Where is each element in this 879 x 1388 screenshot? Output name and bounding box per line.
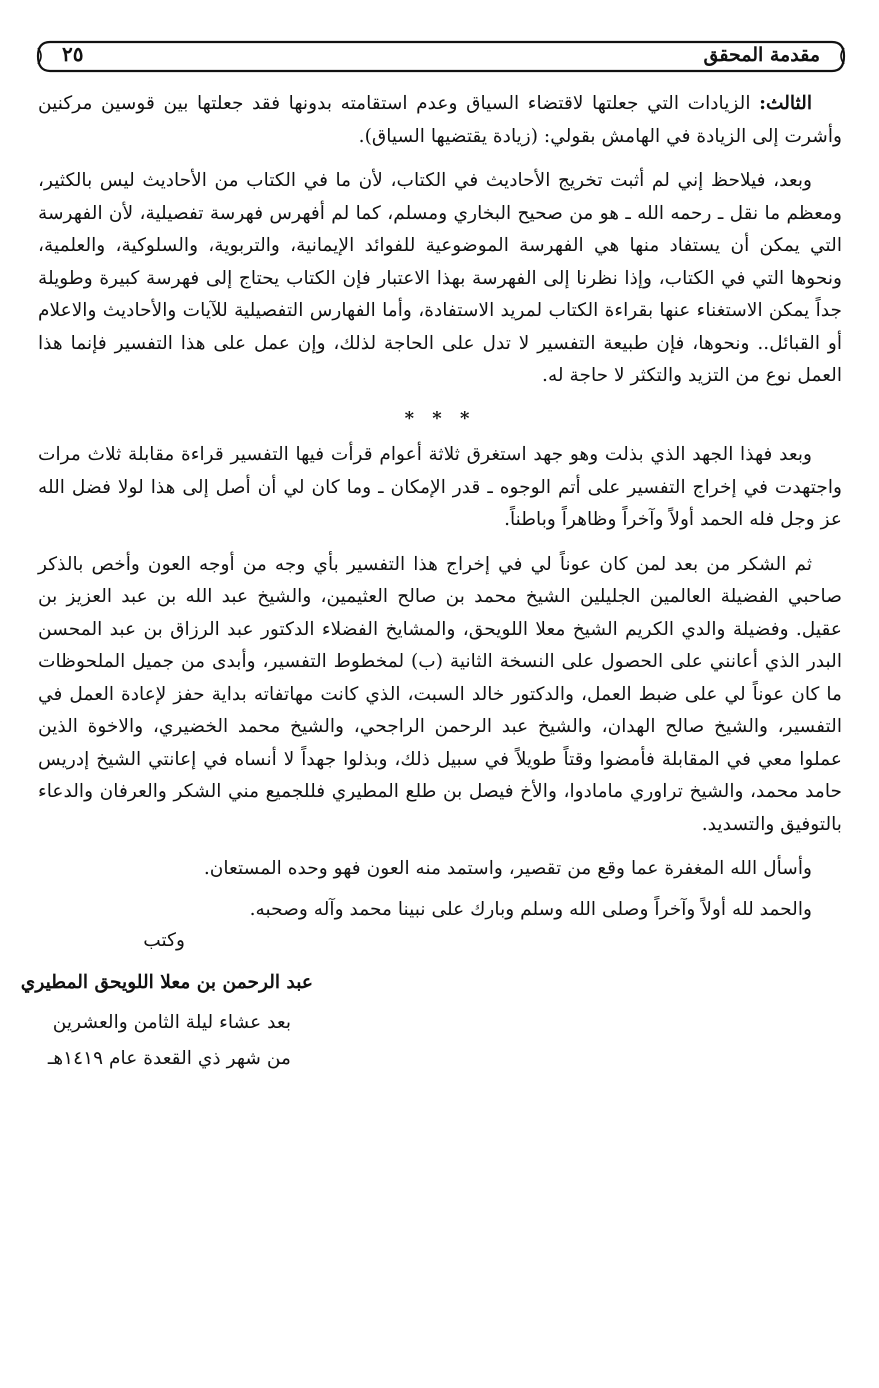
signature-wrote: وكتب	[143, 930, 185, 951]
third-point-label: الثالث:	[759, 93, 812, 114]
running-title: مقدمة المحقق	[703, 44, 820, 66]
paragraph-indexing	[38, 165, 842, 393]
section-separator: * * *	[404, 407, 476, 429]
closing-lines	[38, 853, 842, 926]
closing-line-praise: والحمد لله أولاً وآخراً وصلى الله وسلم وبارك على نبينا محمد وآله وصحبه.	[249, 898, 812, 920]
signature-date-line-1: بعد عشاء ليلة الثامن والعشرين	[52, 1012, 291, 1033]
signature-date-line-2: من شهر ذي القعدة عام ١٤١٩هـ	[47, 1048, 291, 1069]
paragraph-effort	[38, 439, 842, 537]
page-number: ٢٥	[62, 42, 84, 66]
paragraph-third-point	[38, 88, 842, 153]
signature-name: عبد الرحمن بن معلا اللويحق المطيري	[20, 972, 313, 993]
thanks-text: ثم الشكر من بعد لمن كان عوناً لي في إخراج هذا التفسير بأي وجه من أوجه العون وأخص بالذكر صاحبي الفضيلة العالمين الجليلين الشيخ محمد بن صالح العثيمين، والشيخ عبد الله بن عبد العزيز بن عقيل. وفضيلة والدي الكريم الشيخ معلا اللويحق، والمشايخ الفضلاء الدكتور عبد الرزاق بن عبد المحسن البدر الذي أعانني على الحصول على النسخة الثانية (ب) لمخطوط التفسير، وأبدى من جميل الملحوظات ما كان عوناً لي على ضبط العمل، والدكتور خالد السبت، الذي كانت مهاتفاته بداية حفز لإعادة العمل في التفسير، والشيخ صالح الهدان، والشيخ عبد الرحمن الراجحي، والشيخ محمد الخضيري، والاخوة الذين عملوا معي في المقابلة فأمضوا وقتاً طويلاً في سبيل ذلك، وبذلوا جهداً لا أنساه في إعانتي الشيخ إدريس حامد محمد، والشيخ تراوري مامادوا، والأخ فيصل بن طلع المطيري فللجميع مني الشكر والعرفان والدعاء بالتوفيق والتسديد.	[38, 553, 842, 835]
body-text	[38, 88, 842, 934]
page-header	[36, 40, 846, 73]
indexing-text: وبعد، فيلاحظ إني لم أثبت تخريج الأحاديث في الكتاب، لأن ما في الكتاب من الأحاديث ليس بالكثير، ومعظم ما نقل ـ رحمه الله ـ هو من صحيح البخاري ومسلم، كما لم أفهرس فهرسة تفصيلية، لأن الفهرسة التي يمكن أن يستفاد منها هي الفهرسة الموضوعية للفوائد الإيمانية، والتربوية، والسلوكية، والعلمية، ونحوها التي في الكتاب، وإذا نظرنا إلى الفهرسة بهذا الاعتبار فإن الكتاب يحتاج إلى فهرسة كبيرة وطويلة جداً يمكن الاستغناء عنها بقراءة الكتاب لمريد الاستفادة، وأما الفهارس التفصيلية للآيات والأحاديث والاعلام أو القبائل.. ونحوها، فإن طبيعة التفسير لا تدل على الحاجة لذلك، وإن عمل على هذا التفسير فإنما هذا العمل نوع من التزيد والتكثر لا حاجة له.	[38, 170, 842, 386]
paragraph-thanks	[38, 549, 842, 842]
third-point-text: الزيادات التي جعلتها لاقتضاء السياق وعدم استقامته بدونها فقد جعلتها بين قوسين مركنين وأشرت إلى الزيادة في الهامش بقولي: (زيادة يقتضيها السياق).	[38, 93, 842, 147]
effort-text: وبعد فهذا الجهد الذي بذلت وهو جهد استغرق ثلاثة أعوام قرأت فيها التفسير قراءة مقابلة ثلاث مرات واجتهدت في إخراج التفسير على أتم الوجوه ـ قدر الإمكان ـ وما كان لي أن أصل إلى هذا لولا فضل الله عز وجل فله الحمد أولاً وآخراً وظاهراً وباطناً.	[38, 444, 842, 530]
closing-line-forgiveness: وأسأل الله المغفرة عما وقع من تقصير، واستمد منه العون فهو وحده المستعان.	[203, 858, 812, 879]
